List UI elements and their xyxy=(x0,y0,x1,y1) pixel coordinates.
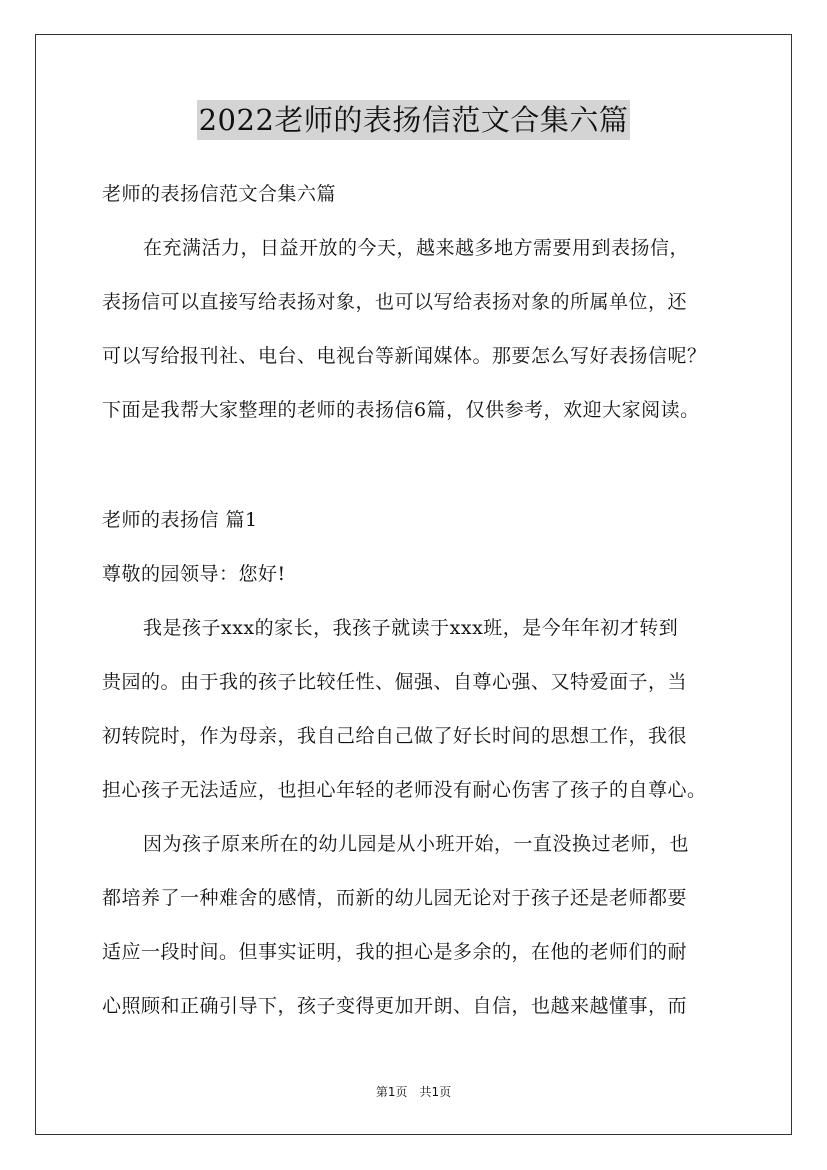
intro-line: 可以写给报刊社、电台、电视台等新闻媒体。那要怎么写好表扬信呢？ xyxy=(102,345,707,367)
document-title: 2022老师的表扬信范文合集六篇 xyxy=(197,100,631,140)
intro-line: 在充满活力，日益开放的今天，越来越多地方需要用到表扬信， xyxy=(143,237,690,259)
paragraph-line: 贵园的。由于我的孩子比较任性、倔强、自尊心强、又特爱面子，当 xyxy=(102,671,688,693)
paragraph-line: 适应一段时间。但事实证明，我的担心是多余的，在他的老师们的耐 xyxy=(102,941,688,963)
intro-line: 表扬信可以直接写给表扬对象，也可以写给表扬对象的所属单位，还 xyxy=(102,291,688,313)
paragraph-line: 初转院时，作为母亲，我自己给自己做了好长时间的思想工作，我很 xyxy=(102,725,688,747)
paragraph-line: 因为孩子原来所在的幼儿园是从小班开始，一直没换过老师，也 xyxy=(143,833,690,855)
section-heading: 老师的表扬信 篇1 xyxy=(102,509,258,531)
paragraph-line: 担心孩子无法适应，也担心年轻的老师没有耐心伤害了孩子的自尊心。 xyxy=(102,779,707,801)
paragraph-line: 心照顾和正确引导下，孩子变得更加开朗、自信，也越来越懂事，而 xyxy=(102,995,688,1017)
document-subtitle: 老师的表扬信范文合集六篇 xyxy=(102,183,337,205)
intro-line: 下面是我帮大家整理的老师的表扬信6篇，仅供参考，欢迎大家阅读。 xyxy=(102,399,700,421)
title-container xyxy=(0,100,827,140)
page-footer: 第1页 共1页 xyxy=(375,1085,452,1099)
paragraph-line: 都培养了一种难舍的感情，而新的幼儿园无论对于孩子还是老师都要 xyxy=(102,887,688,909)
greeting: 尊敬的园领导：您好! xyxy=(102,563,286,585)
paragraph-line: 我是孩子xxx的家长，我孩子就读于xxx班，是今年年初才转到 xyxy=(143,617,679,639)
